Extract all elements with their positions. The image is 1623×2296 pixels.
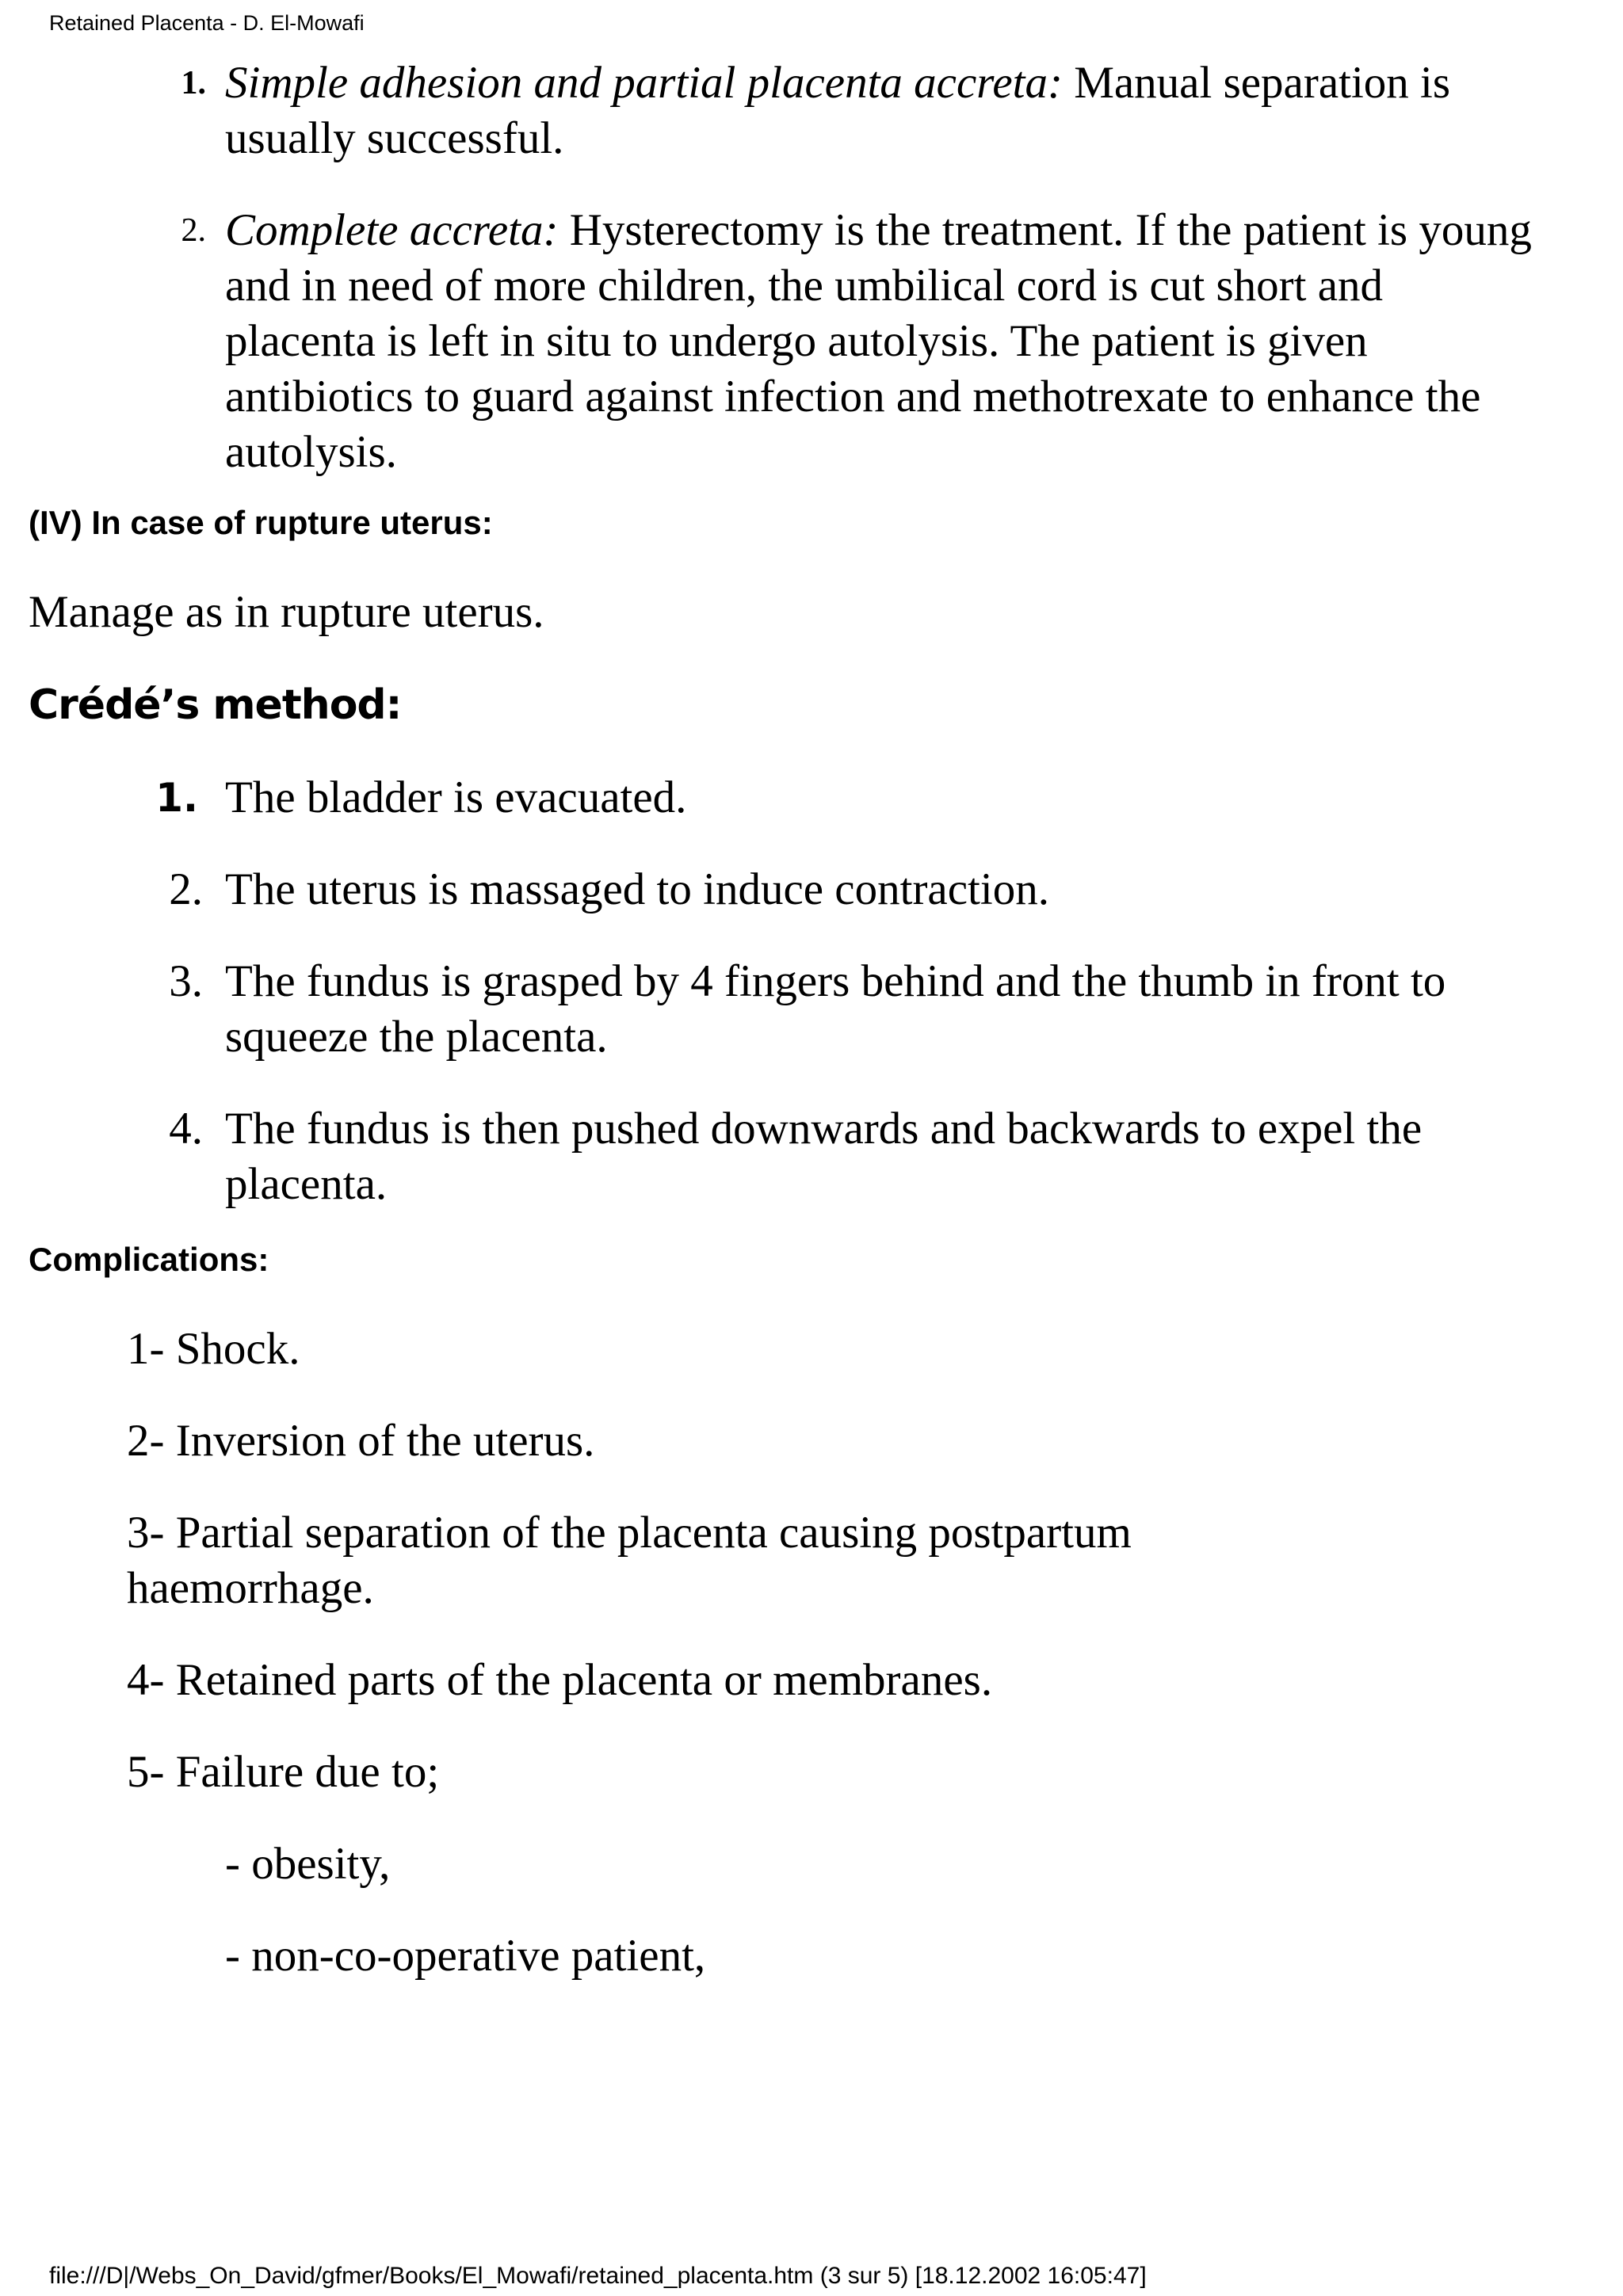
list-item-text: The uterus is massaged to induce contraction. [225, 864, 1049, 914]
rupture-heading: (IV) In case of rupture uterus: [29, 504, 493, 541]
list-item-term: Simple adhesion and partial placenta accreta: [225, 58, 1063, 108]
list-item-text: The fundus is then pushed downwards and backwards to expel the placenta. [225, 1104, 1423, 1209]
list-item-number: 1. [155, 775, 198, 821]
complication-item: 2- Inversion of the uterus. [127, 1416, 595, 1466]
page-header: Retained Placenta - D. El-Mowafi [49, 11, 365, 35]
list-item-number: 1. [181, 65, 206, 101]
list-item-number: 2. [169, 864, 203, 914]
page-footer: file:///D|/Webs_On_David/gfmer/Books/El_Mowafi/retained_placenta.htm (3 sur 5) [18.12.2002 16:05:47] [49, 2263, 1147, 2289]
list-item-number: 4. [169, 1104, 203, 1154]
complication-item: 4- Retained parts of the placenta or membranes. [127, 1655, 993, 1705]
list-item-number: 3. [169, 956, 203, 1006]
accreta-list [0, 55, 1623, 499]
list-item-text [225, 203, 1533, 480]
list-item-term: Complete accreta: [225, 205, 559, 255]
list-item-number: 2. [181, 212, 206, 249]
complications-heading: Complications: [29, 1241, 269, 1278]
list-item-body: Manual separation is usually successful. [225, 58, 1451, 163]
complication-item: 3- Partial separation of the placenta causing postpartum haemorrhage. [127, 1508, 1132, 1613]
complication-sub-item: - non-co-operative patient, [225, 1931, 706, 1981]
rupture-text: Manage as in rupture uterus. [29, 587, 544, 637]
complication-item: 1- Shock. [127, 1324, 300, 1374]
list-item-text: The bladder is evacuated. [225, 772, 687, 822]
crede-steps [0, 770, 1623, 1230]
complication-sub-item: - obesity, [225, 1839, 391, 1889]
crede-heading: Crédé’s method: [29, 681, 402, 729]
complication-item: 5- Failure due to; [127, 1747, 440, 1797]
list-item-text [225, 55, 1533, 166]
list-item-body: Hysterectomy is the treatment. If the patient is young and in need of more children, the umbilical cord is cut short and placenta is left in situ to undergo autolysis. The patient is given antibiotics to guard against infection and methotrexate to enhance the autolysis. [225, 205, 1532, 477]
list-item-text: The fundus is grasped by 4 fingers behind and the thumb in front to squeeze the placenta. [225, 956, 1446, 1062]
